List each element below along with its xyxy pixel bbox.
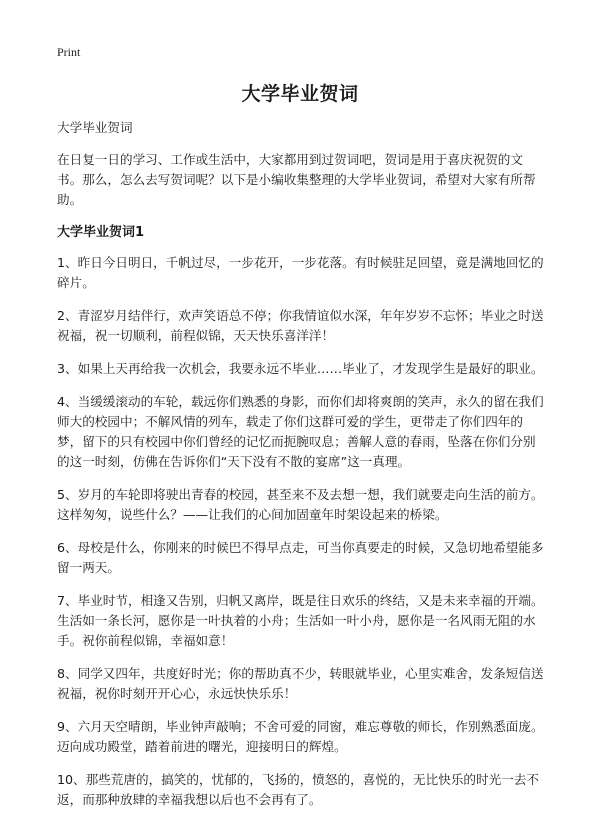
intro-paragraph: 在日复一日的学习、工作或生活中，大家都用到过贺词吧，贺词是用于喜庆祝贺的文书。那么，怎么去写贺词呢？以下是小编收集整理的大学毕业贺词，希望对大家有所帮助。 <box>57 152 536 207</box>
list-item: 4、当缓缓滚动的车轮，载远你们熟悉的身影，而你们却将爽朗的笑声，永久的留在我们师大的校园中；不解风情的列车，载走了你们这群可爱的学生，更带走了你们四年的梦，留下的只有校园中你们曾经的记忆而扼腕叹息；善解人意的春雨，坠落在你们分别的这一时刻，仿佛在告诉你们“天下没有不散的宴席”这一真理。 <box>57 394 544 469</box>
list-item: 3、如果上天再给我一次机会，我要永远不毕业……毕业了，才发现学生是最好的职业。 <box>57 361 544 376</box>
page-title: 大学毕业贺词 <box>241 83 359 105</box>
list-item: 10、那些荒唐的，搞笑的，忧郁的，飞扬的，愤怒的，喜悦的，无比快乐的时光一去不返，而那种放肆的幸福我想以后也不会再有了。 <box>57 772 539 807</box>
document-subtitle: 大学毕业贺词 <box>57 120 133 135</box>
list-item: 2、青涩岁月结伴行，欢声笑语总不停；你我情谊似水深，年年岁岁不忘怀；毕业之时送祝福，祝一切顺利，前程似锦，天天快乐喜洋洋！ <box>57 308 544 343</box>
list-item: 6、母校是什么，你刚来的时候巴不得早点走，可当你真要走的时候，又急切地希望能多留一两天。 <box>57 540 544 575</box>
list-item: 1、昨日今日明日，千帆过尽，一步花开，一步花落。有时候驻足回望，竟是满地回忆的碎片。 <box>57 255 544 290</box>
print-label: Print <box>57 45 81 59</box>
section-heading: 大学毕业贺词1 <box>57 225 145 240</box>
list-item: 5、岁月的车轮即将驶出青春的校园，甚至来不及去想一想，我们就要走向生活的前方。这样匆匆，说些什么？——让我们的心间加固童年时架设起来的桥梁。 <box>57 487 544 522</box>
list-item: 7、毕业时节，相逢又告别，归帆又离岸，既是往日欢乐的终结，又是未来幸福的开端。生活如一条长河，愿你是一叶执着的小舟；生活如一叶小舟，愿你是一名风雨无阻的水手。祝你前程似锦，幸福如意！ <box>57 593 544 648</box>
document-body <box>57 118 547 823</box>
list-item: 8、同学又四年，共度好时光；你的帮助真不少，转眼就毕业，心里实难舍，发条短信送祝福，祝你时刻开开心心，永远快快乐乐！ <box>57 666 544 701</box>
list-item: 9、六月天空晴朗，毕业钟声敲响；不舍可爱的同窗，难忘尊敬的师长，作别熟悉面庞。迈向成功殿堂，踏着前进的曙光，迎接明日的辉煌。 <box>57 719 544 754</box>
